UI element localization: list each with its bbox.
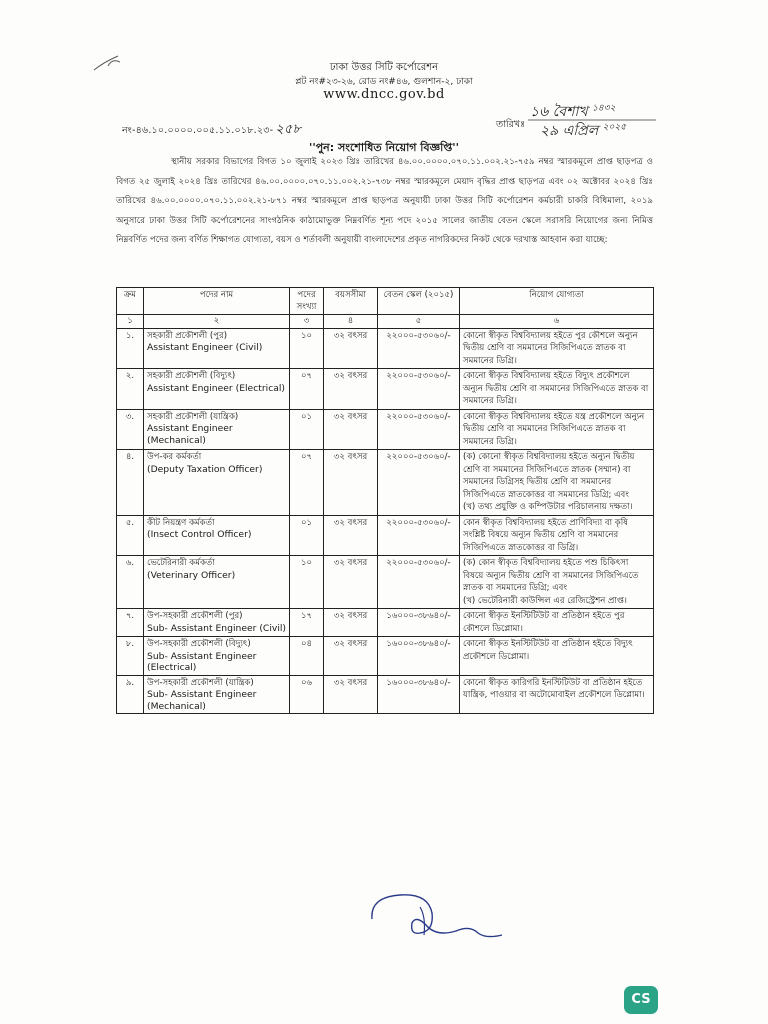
pay-scale-cell: ২২০০০-৫৩০৬০/- (378, 409, 460, 450)
header-post-name: পদের নাম (144, 288, 290, 315)
table-row (117, 637, 654, 676)
table-row (117, 369, 654, 410)
column-number: ২ (144, 315, 290, 329)
post-count-cell: ১০ (290, 556, 324, 609)
qualification-cell: কোনো স্বীকৃত কারিগরি ইনস্টিটিউট বা প্রতিষ্ঠান হইতে যান্ত্রিক, পাওয়ার বা অটোমোবাইল প্রকৌশলে ডিপ্লোমা। (460, 675, 654, 714)
memo-number (122, 120, 301, 141)
post-count-cell: ০৪ (290, 637, 324, 676)
serial-cell: ২. (117, 369, 144, 410)
age-limit-cell: ৩২ বৎসর (324, 369, 378, 410)
age-limit-cell: ৩২ বৎসর (324, 328, 378, 369)
post-name-cell (144, 556, 290, 609)
table-row (117, 675, 654, 714)
column-number: ৫ (378, 315, 460, 329)
column-number: ৪ (324, 315, 378, 329)
post-name-bn: উপ-সহকারী প্রকৌশলী (পুর) (147, 611, 243, 621)
post-name-cell (144, 609, 290, 637)
header-qualification: নিয়োগ যোগ্যতা (460, 288, 654, 315)
post-name-en: Assistant Engineer (Civil) (147, 342, 263, 353)
table-row (117, 609, 654, 637)
serial-cell: ৮. (117, 637, 144, 676)
serial-cell: ৫. (117, 515, 144, 556)
post-count-cell: ০১ (290, 409, 324, 450)
serial-cell: ৭. (117, 609, 144, 637)
organization-address: প্লট নং#২৩-২৬, রোড নং#৪৬, গুলশান-২, ঢাকা (295, 77, 473, 87)
post-name-en: (Insect Control Officer) (147, 529, 252, 540)
post-count-cell: ১০ (290, 328, 324, 369)
post-name-bn: ভেটেরিনারী কর্মকর্তা (147, 558, 215, 568)
post-name-cell (144, 515, 290, 556)
post-name-bn: সহকারী প্রকৌশলী (বিদ্যুৎ) (147, 371, 236, 381)
website-link[interactable]: www.dncc.gov.bd (323, 87, 445, 102)
serial-cell: ৯. (117, 675, 144, 714)
pay-scale-cell: ১৬০০০-৩৮৬৪০/- (378, 675, 460, 714)
qualification-part-a: (ক) কোন স্বীকৃত বিশ্ববিদ্যালয় হইতে পশু চিকিৎসা বিষয়ে অন্যুন দ্বিতীয় শ্রেণি বা সমমানের সিজিপিএতে স্নাতক বা সমমানের ডিগ্রি; এবং (463, 558, 639, 593)
header-serial: ক্রম (117, 288, 144, 315)
table-row (117, 556, 654, 609)
pay-scale-cell: ১৬০০০-৩৮৬৪০/- (378, 609, 460, 637)
age-limit-cell: ৩২ বৎসর (324, 515, 378, 556)
post-count-cell: ০৬ (290, 675, 324, 714)
post-name-cell (144, 328, 290, 369)
organization-name: ঢাকা উত্তর সিটি কর্পোরেশন (329, 62, 439, 73)
post-name-bn: সহকারী প্রকৌশলী (পুর) (147, 330, 228, 341)
post-name-en: Sub- Assistant Engineer (Civil) (147, 622, 287, 634)
pay-scale-cell: ২২০০০-৫৩০৬০/- (378, 369, 460, 410)
qualification-cell: কোনো স্বীকৃত ইনস্টিটিউট বা প্রতিষ্ঠান হইতে বিদ্যুৎ প্রকৌশলে ডিপ্লোমা। (460, 637, 654, 676)
qualification-cell: কোনো স্বীকৃত বিশ্ববিদ্যালয় হইতে যন্ত্র প্রকৌশলে অন্যুন দ্বিতীয় শ্রেণি বা সমমানের সিজিপিএতে স্নাতক বা সমমানের ডিগ্রি। (460, 409, 654, 450)
signature (360, 885, 510, 955)
table-row (117, 515, 654, 556)
qualification-part-b: (খ) ভেটেরিনারী কাউন্সিল এর রেজিস্ট্রেশন প্রাপ্ত। (463, 595, 627, 606)
post-name-cell (144, 637, 290, 676)
qualification-cell: কোন স্বীকৃত বিশ্ববিদ্যালয় হইতে প্রাণিবিদ্যা বা কৃষি সংশ্লিষ্ট বিষয়ে অন্যুন দ্বিতীয় শ্রেণি বা সমমানের সিজিপিএতে স্নাতকোত্তর বা ডিগ্রি। (460, 515, 654, 556)
post-count-cell: ০৭ (290, 369, 324, 410)
age-limit-cell: ৩২ বৎসর (324, 409, 378, 450)
qualification-part-b: (খ) তথ্য প্রযুক্তি ও কম্পিউটার পরিচালনায় দক্ষতা। (463, 502, 633, 512)
table-row (117, 450, 654, 516)
memo-number-text: নং-৪৬.১০.০০০০.০০৫.১১.০১৮.২৩- (122, 125, 274, 136)
post-name-en: Sub- Assistant Engineer (Mechanical) (147, 689, 257, 712)
column-number-row (117, 315, 654, 329)
post-name-bn: উপ-সহকারী প্রকৌশলী (বিদ্যুৎ) (147, 639, 251, 649)
header-pay-scale: বেতন স্কেল (২০১৫) (378, 288, 460, 315)
column-number: ৩ (290, 315, 324, 329)
age-limit-cell: ৩২ বৎসর (324, 450, 378, 516)
qualification-cell (460, 450, 654, 516)
post-name-cell (144, 409, 290, 450)
post-name-en: (Veterinary Officer) (147, 569, 236, 581)
post-count-cell: ০১ (290, 515, 324, 556)
post-name-en: Assistant Engineer (Mechanical) (147, 423, 233, 446)
age-limit-cell: ৩২ বৎসর (324, 609, 378, 637)
date-bangla-year: ১৪৩২ (592, 103, 616, 114)
post-name-cell (144, 675, 290, 714)
post-count-cell: ০৭ (290, 450, 324, 516)
recruitment-table (116, 287, 654, 714)
age-limit-cell: ৩২ বৎসর (324, 675, 378, 714)
post-name-cell (144, 450, 290, 516)
memo-number-handwritten: ২৫৮ (275, 122, 302, 137)
date-english-year: ২০২৫ (602, 122, 627, 133)
qualification-cell: কোনো স্বীকৃত বিশ্ববিদ্যালয় হইতে পুর কৌশলে অন্যুন দ্বিতীয় শ্রেণি বা সমমানের সিজিপিএতে স্নাতক বা সমমানের ডিগ্রি। (460, 328, 654, 369)
post-name-bn: উপ-কর কর্মকর্তা (147, 452, 202, 462)
table-header-row (117, 288, 654, 315)
serial-cell: ১. (117, 328, 144, 369)
column-number: ১ (117, 315, 144, 329)
post-name-bn: উপ-সহকারী প্রকৌশলী (যান্ত্রিক) (147, 677, 254, 688)
table-row (117, 409, 654, 450)
post-name-en: (Deputy Taxation Officer) (147, 463, 263, 475)
serial-cell: ৪. (117, 450, 144, 516)
notice-body: স্থানীয় সরকার বিভাগের বিগত ১০ জুলাই ২০২৩ খ্রিঃ তারিখের ৪৬.০০.০০০০.০৭০.১১.০০২.২১-৭৫৯ নম্বর স্মারকমূলে প্রাপ্ত ছাড়পত্র ও বিগত ২৫ জুলাই ২০২৪ খ্রিঃ তারিখের ৪৬.০০.০০০০.০৭০.১১.০০২.২১-৭৩৮ নম্বর স্মারকমূলে মেয়াদ বৃদ্ধির প্রাপ্ত ছাড়পত্র এবং ০২ অক্টোবর ২০২৪ খ্রিঃ তারিখের ৪৬.০০.০০০০.০৭০.১১.০০২.২১-৮৭১ নম্বর স্মারকমূলে প্রাপ্ত ছাড়পত্র অনুযায়ী ঢাকা উত্তর সিটি কর্পোরেশন কর্মচারী চাকরি বিধিমালা, ২০১৯ অনুসারে ঢাকা উত্তর সিটি কর্পোরেশনের সাংগঠনিক কাঠামোভুক্ত নিম্নবর্ণিত শূন্য পদে ২০১৫ সালের জাতীয় বেতন স্কেলে সরাসরি নিয়োগের জন্য নিমিত্ত নিম্নবর্ণিত পদের জন্য বর্ণিত শিক্ষাগত যোগ্যতা, বয়স ও শর্তাবলী অনুযায়ী বাংলাদেশের প্রকৃত নাগরিকদের নিকট থেকে দরখাস্ত আহবান করা যাচ্ছে: (116, 157, 653, 245)
table-row (117, 328, 654, 369)
notice-title: ''পুন: সংশোধিত নিয়োগ বিজ্ঞপ্তি'' (308, 141, 460, 154)
header-post-count: পদের সংখ্যা (290, 288, 324, 315)
qualification-part-a: (ক) কোনো স্বীকৃত বিশ্ববিদ্যালয় হইতে অন্যুন দ্বিতীয় শ্রেণি বা সমমানের সিজিপিএতে স্নাতক (সম্মান) বা সমমানের ডিগ্রিসহ দ্বিতীয় শ্রেণি বা সমমানের সিজিপিএতে স্নাতকোত্তর বা সমমানের ডিগ্রি; এবং (463, 452, 635, 500)
pay-scale-cell: ২২০০০-৫৩০৬০/- (378, 556, 460, 609)
date-bangla-text: ১৬ বৈশাখ (530, 104, 588, 120)
post-name-en: Assistant Engineer (Electrical) (147, 382, 286, 394)
header-age-limit: বয়সসীমা (324, 288, 378, 315)
pay-scale-cell: ১৬০০০-৩৮৬৪০/- (378, 637, 460, 676)
column-number: ৬ (460, 315, 654, 329)
age-limit-cell: ৩২ বৎসর (324, 637, 378, 676)
post-name-en: Sub- Assistant Engineer (Electrical) (147, 650, 257, 673)
pay-scale-cell: ২২০০০-৫৩০৬০/- (378, 515, 460, 556)
qualification-cell: কোনো স্বীকৃত ইনস্টিটিউট বা প্রতিষ্ঠান হইতে পুর কৌশলে ডিপ্লোমা। (460, 609, 654, 637)
serial-cell: ৬. (117, 556, 144, 609)
qualification-cell (460, 556, 654, 609)
post-name-bn: সহকারী প্রকৌশলী (যান্ত্রিক) (147, 411, 239, 422)
serial-cell: ৩. (117, 409, 144, 450)
camscanner-logo: CS (624, 986, 658, 1014)
pay-scale-cell: ২২০০০-৫৩০৬০/- (378, 450, 460, 516)
post-name-cell (144, 369, 290, 410)
age-limit-cell: ৩২ বৎসর (324, 556, 378, 609)
date-label: তারিখঃ (496, 119, 526, 130)
post-count-cell: ১৭ (290, 609, 324, 637)
post-name-bn: কীট নিয়ন্ত্রণ কর্মকর্তা (147, 517, 215, 528)
pay-scale-cell: ২২০০০-৫৩০৬০/- (378, 328, 460, 369)
date-english-text: ২৯ এপ্রিল (540, 123, 599, 139)
qualification-cell: কোনো স্বীকৃত বিশ্ববিদ্যালয় হইতে বিদ্যুৎ প্রকৌশলে অন্যুন দ্বিতীয় শ্রেণি বা সমমানের সিজিপিএতে স্নাতক বা সমমানের ডিগ্রি। (460, 369, 654, 410)
